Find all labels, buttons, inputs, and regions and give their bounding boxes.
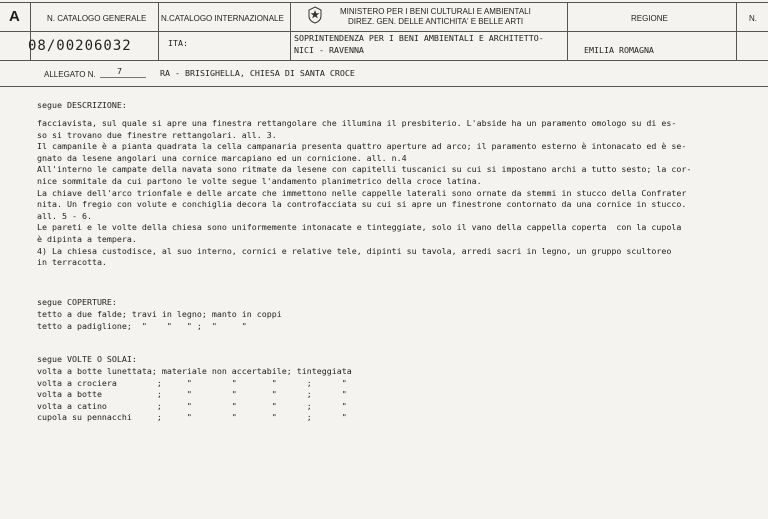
coperture-text xyxy=(37,309,282,332)
descrizione-line: 4) La chiesa custodisce, al suo interno, cornici e relative tele, dipinti su tavola, arredi sacri in legno, un gruppo scultoreo xyxy=(37,245,672,256)
label-n: N. xyxy=(749,14,757,23)
soprintendenza-line2: NICI - RAVENNA xyxy=(294,45,364,55)
label-catalogo-generale: N. CATALOGO GENERALE xyxy=(47,14,147,23)
republic-emblem-icon xyxy=(307,6,323,24)
descrizione-label: segue DESCRIZIONE: xyxy=(37,100,127,110)
soprintendenza-line1: SOPRINTENDENZA PER I BENI AMBIENTALI E ARCHITETTO- xyxy=(294,33,544,43)
descrizione-line: so si trovano due finestre rettangolari. all. 3. xyxy=(37,129,277,140)
header-row3-bottom xyxy=(0,86,768,87)
ministry-line2: DIREZ. GEN. DELLE ANTICHITA' E BELLE ARTI xyxy=(348,17,524,26)
descrizione-line: La chiave dell'arco trionfale e delle arcate che immettono nelle cappelle laterali sono ornate da stemmi in stucco della Confrater xyxy=(37,187,687,198)
descrizione-line: in terracotta. xyxy=(37,257,107,268)
volte-text xyxy=(37,366,352,424)
descrizione-text xyxy=(37,118,691,269)
descrizione-line: gnato da lesene angolari una cornice marcapiano ed un cornicione. all. n.4 xyxy=(37,152,407,163)
coperture-line: tetto a padiglione; " " " ; " " xyxy=(37,320,247,331)
header-divider-ministry xyxy=(567,2,568,60)
descrizione-line: Il campanile è a pianta quadrata la cella campanaria presenta quattro aperture ad arco; il paramento esterno è intonacato ed è se- xyxy=(37,141,687,152)
header-row1-bottom xyxy=(0,31,768,32)
volte-line: volta a crociera ; " " " ; " xyxy=(37,377,347,388)
descrizione-line: nita. Un fregio con volute e conchiglia decora la controfacciata su cui si apre un finestrone contornato da una cornice in stucco. xyxy=(37,199,687,210)
descrizione-line: nice sommitale da cui partono le volte segue l'andamento planimetrico della croce latina. xyxy=(37,175,482,186)
volte-label: segue VOLTE O SOLAI: xyxy=(37,354,137,364)
header-row2-bottom xyxy=(0,60,768,61)
label-regione: REGIONE xyxy=(631,14,668,23)
coperture-line: tetto a due falde; travi in legno; manto in coppi xyxy=(37,309,282,319)
catalog-number: 08/00206032 xyxy=(28,38,132,54)
coperture-label: segue COPERTURE: xyxy=(37,297,117,307)
descrizione-line: all. 5 - 6. xyxy=(37,210,92,221)
allegato-underline xyxy=(100,77,146,78)
header-divider-generale xyxy=(158,2,159,60)
location-text: RA - BRISIGHELLA, CHIESA DI SANTA CROCE xyxy=(160,68,355,78)
form-letter: A xyxy=(9,8,20,25)
descrizione-line: Le pareti e le volte della chiesa sono uniformemente intonacate e tinteggiate, solo il vano della cappella coperta con la cupola xyxy=(37,222,682,233)
header-divider-regione xyxy=(736,2,737,60)
volte-line: volta a botte ; " " " ; " xyxy=(37,389,347,400)
label-catalogo-internazionale: N.CATALOGO INTERNAZIONALE xyxy=(161,14,284,23)
volte-line: volta a catino ; " " " ; " xyxy=(37,400,347,411)
descrizione-line: All'interno le campate della navata sono ritmate da lesene con capitelli tuscanici su cui si impostano archi a tutto sesto; la cor- xyxy=(37,164,692,175)
volte-line: cupola su pennacchi ; " " " ; " xyxy=(37,412,347,423)
allegato-number: 7 xyxy=(117,66,122,76)
volte-line: volta a botte lunettata; materiale non accertabile; tinteggiata xyxy=(37,366,352,376)
ita-label: ITA: xyxy=(168,38,188,48)
ministry-line1: MINISTERO PER I BENI CULTURALI E AMBIENTALI xyxy=(340,7,531,16)
header-top-line xyxy=(0,2,768,3)
header-divider-internazionale xyxy=(290,2,291,60)
descrizione-line: è dipinta a tempera. xyxy=(37,233,137,244)
allegato-label: ALLEGATO N. xyxy=(44,70,96,79)
regione-value: EMILIA ROMAGNA xyxy=(584,45,654,55)
descrizione-line: facciavista, sul quale si apre una finestra rettangolare che illumina il presbiterio. L'abside ha un paramento omologo su di es- xyxy=(37,118,677,128)
